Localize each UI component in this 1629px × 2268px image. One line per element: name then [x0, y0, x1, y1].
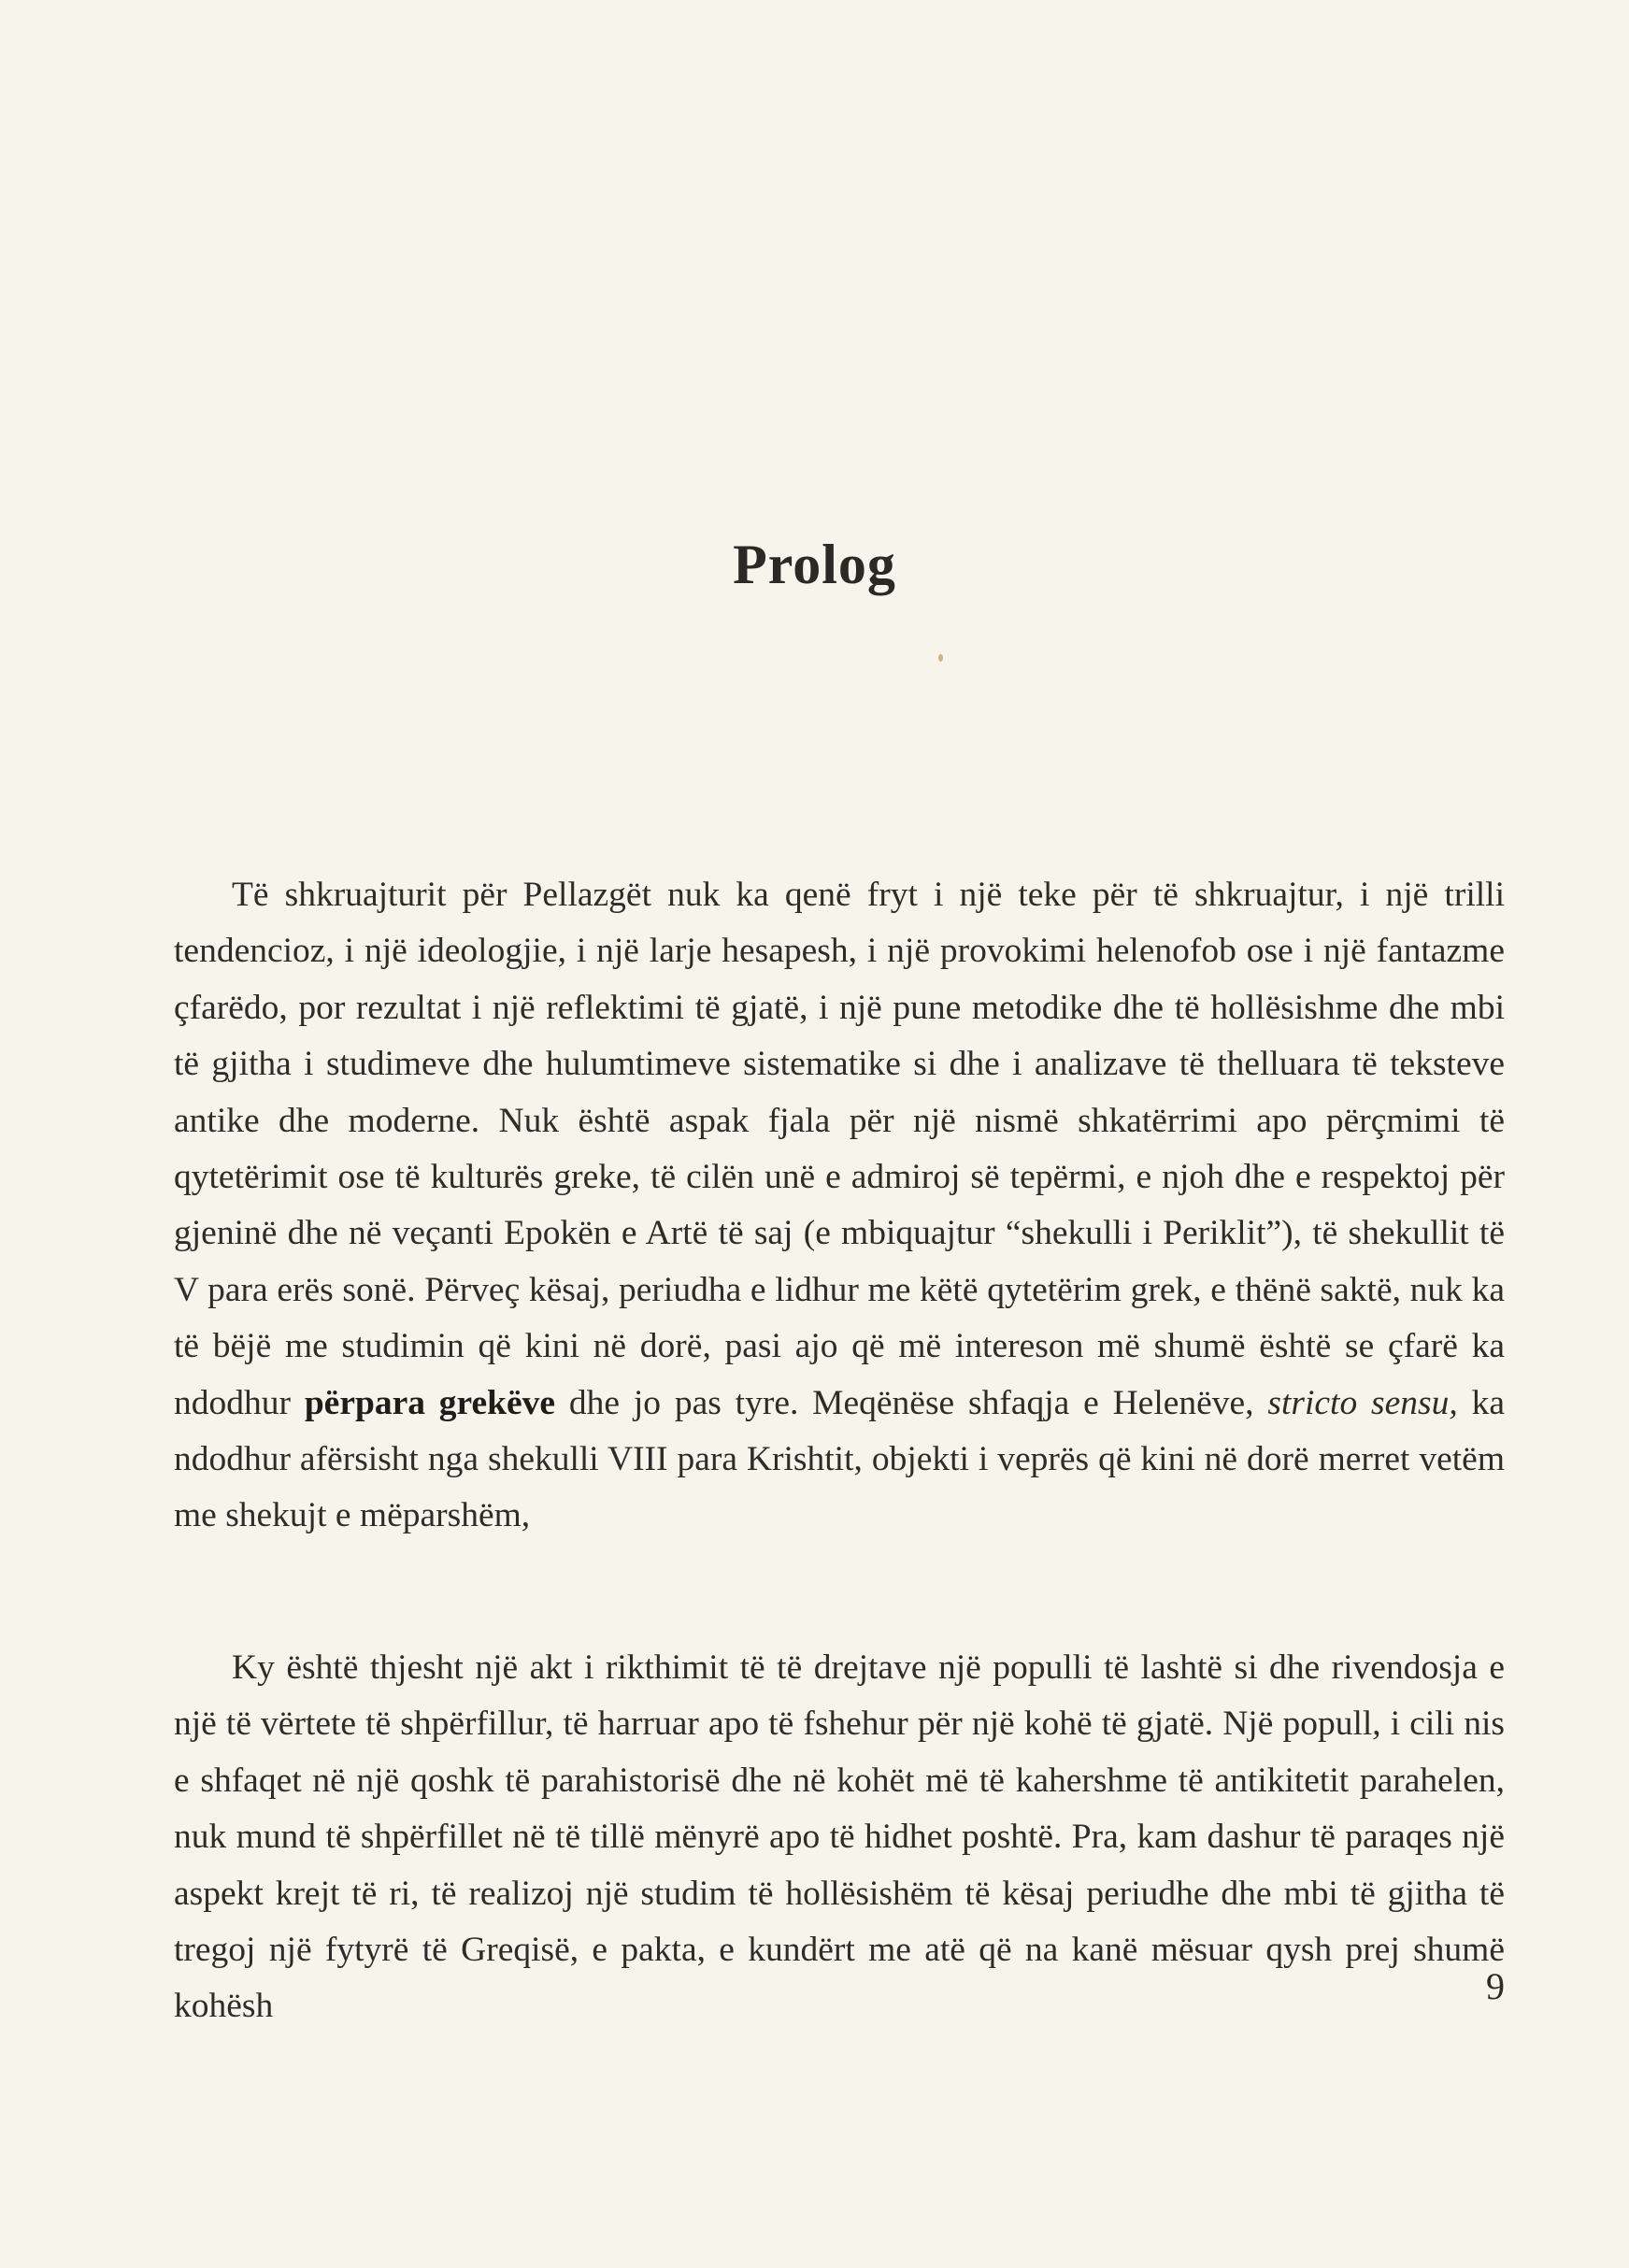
- paragraph-2-text: Ky është thjesht një akt i rikthimit të të drejtave një populli të lashtë si dhe rivendosja e një të vërtete të shpërfillur, të harruar apo të fshehur për një kohë të gjatë. Një popull, i cili nis e shfaqet në një qoshk të parahistorisë dhe në kohët më të kahershme të antikitetit parahelen, nuk mund të shpërfillet në të tillë mënyrë apo të hidhet poshtë. Pra, kam dashur të paraqes një aspekt krejt të ri, të realizoj një studim të hollësishëm të kësaj periudhe dhe mbi të gjitha të tregoj një fytyrë të Greqisë, e pakta, e kundërt me atë që na kanë mësuar qysh prej shumë kohësh: [174, 1648, 1505, 2026]
- italic-phrase: stricto sensu,: [1267, 1383, 1458, 1422]
- page-number: 9: [1486, 1965, 1505, 2007]
- paper-speck: [938, 654, 943, 662]
- body-paragraph-2: [174, 1640, 1505, 2035]
- paragraph-1-part-2: dhe jo pas tyre. Meqënëse shfaqja e Helenëve,: [555, 1383, 1268, 1422]
- paragraph-1-part-3: ka ndodhur afërsisht nga shekulli VIII para Krishtit, objekti i veprës që kini në dorë merret vetëm me shekujt e mëparshëm,: [174, 1383, 1505, 1535]
- paragraph-1-part-1: Të shkruajturit për Pellazgët nuk ka qenë fryt i një teke për të shkruajtur, i një trilli tendencioz, i një ideologjie, i një larje hesapesh, i një provokimi helenofob ose i një fantazme çfarëdo, por rezultat i një reflektimi të gjatë, i një pune metodike dhe të hollësishme dhe mbi të gjitha i studimeve dhe hulumtimeve sistematike si dhe i analizave të thelluara të teksteve antike dhe moderne. Nuk është aspak fjala për një nismë shkatërrimi apo përçmimi të qytetërimit ose të kulturës greke, të cilën unë e admiroj së tepërmi, e njoh dhe e respektoj për gjeninë dhe në veçanti Epokën e Artë të saj (e mbiquajtur “shekulli i Periklit”), të shekullit të V para erës sonë. Përveç kësaj, periudha e lidhur me këtë qytetërim grek, e thënë saktë, nuk ka të bëjë me studimin që kini në dorë, pasi ajo që më intereson më shumë është se çfarë ka ndodhur: [174, 876, 1505, 1422]
- paragraph-text: [174, 867, 1505, 1545]
- bold-emphasis: përpara grekëve: [304, 1383, 556, 1422]
- chapter-title: Prolog: [733, 534, 896, 595]
- body-paragraph-1: [174, 867, 1505, 1545]
